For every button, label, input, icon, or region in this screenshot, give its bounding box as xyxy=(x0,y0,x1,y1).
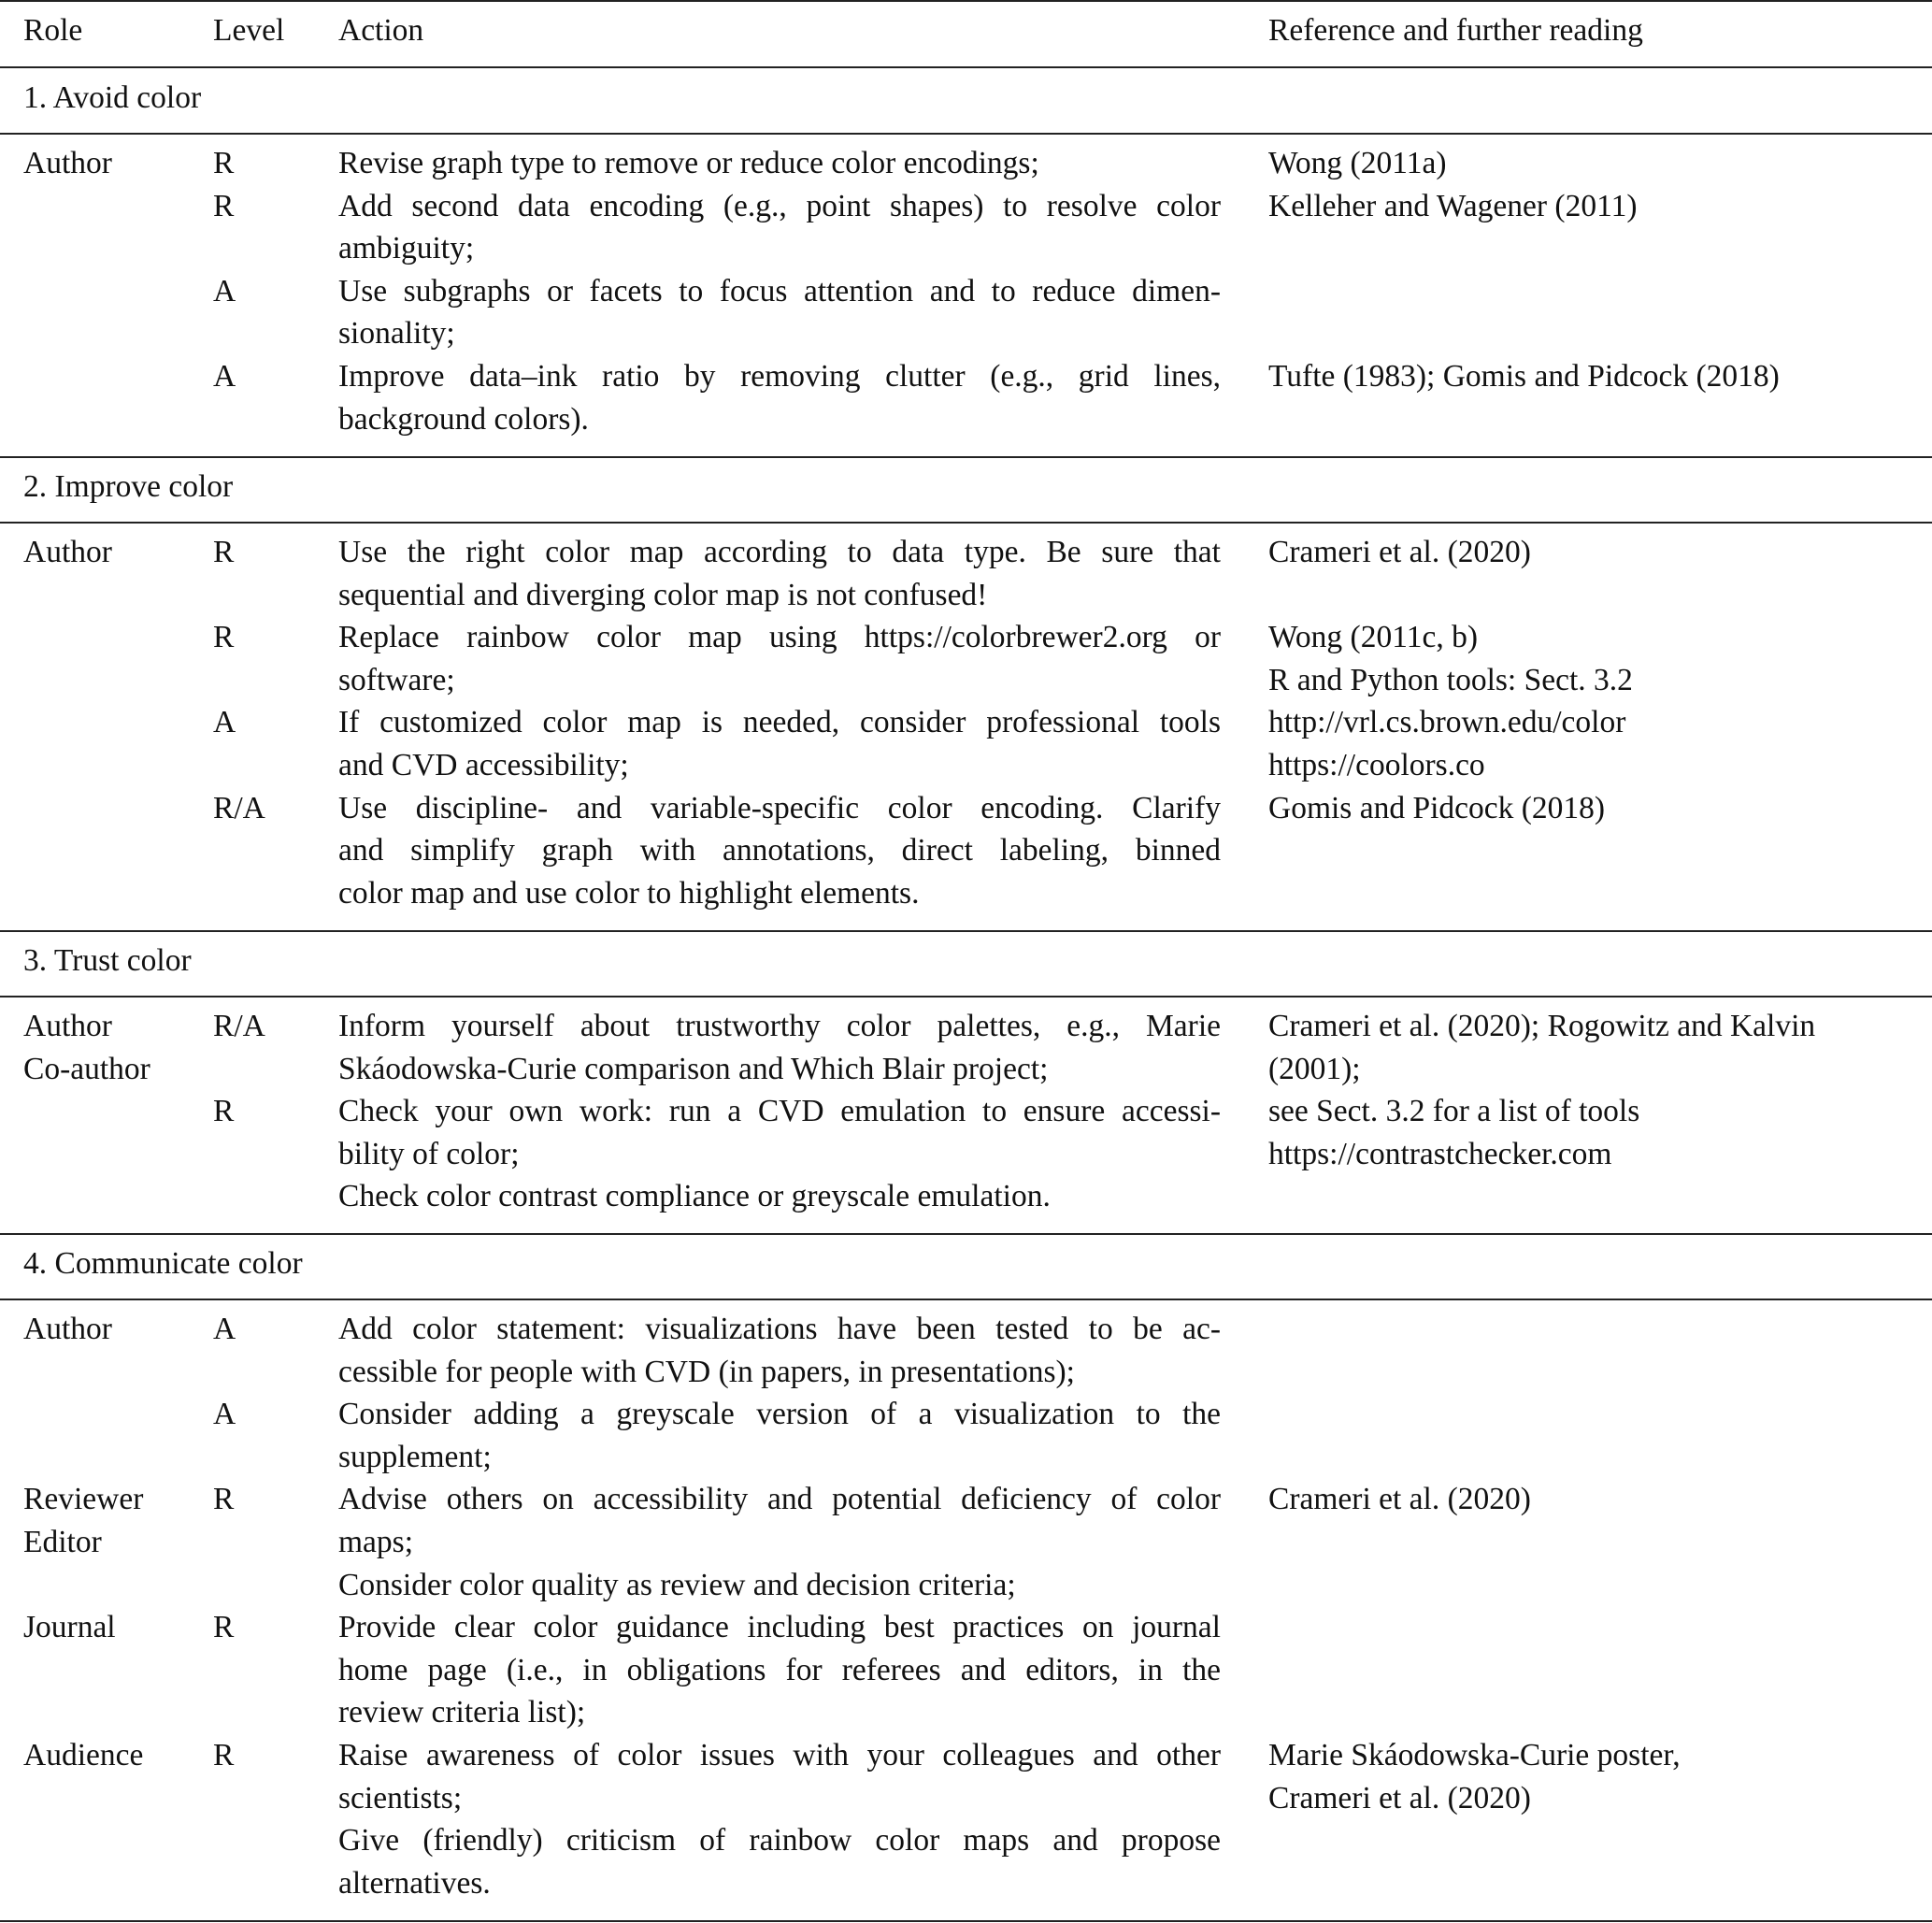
role-cell xyxy=(23,1606,201,1649)
role-cell-line: Co-author xyxy=(23,1051,150,1086)
reference-cell-line: see Sect. 3.2 for a list of tools xyxy=(1268,1094,1640,1129)
action-cell-line: color map and use color to highlight elements. xyxy=(338,875,920,911)
section-title: 3. Trust color xyxy=(23,943,192,978)
reference-cell-line: Crameri et al. (2020) xyxy=(1268,1482,1531,1517)
section-title: 1. Avoid color xyxy=(23,80,202,115)
reference-cell-line: Wong (2011a) xyxy=(1268,146,1447,180)
top-rule xyxy=(0,0,1932,2)
reference-cell-line: https://coolors.co xyxy=(1268,747,1485,782)
action-cell-line: background colors). xyxy=(338,401,589,437)
section-title-rule xyxy=(0,133,1932,135)
action-cell-line: Provide clear color guidance including best practices on journal xyxy=(338,1610,1221,1645)
reference-cell xyxy=(1268,185,1913,228)
role-cell-line: Author xyxy=(23,1312,112,1346)
action-cell xyxy=(338,1478,1221,1606)
action-cell-line: scientists; xyxy=(338,1780,463,1815)
role-cell xyxy=(23,531,201,574)
action-cell xyxy=(338,270,1221,355)
action-cell-line: and CVD accessibility; xyxy=(338,747,629,782)
action-cell xyxy=(338,787,1221,915)
action-cell-line: and simplify graph with annotations, direct labeling, binned xyxy=(338,833,1221,868)
action-cell-line: Inform yourself about trustworthy color palettes, e.g., Marie xyxy=(338,1009,1221,1043)
action-cell-line: maps; xyxy=(338,1524,414,1559)
reference-cell-line: Marie Skáodowska-Curie poster, xyxy=(1268,1738,1681,1772)
action-cell xyxy=(338,531,1221,616)
action-cell-line: Use discipline- and variable-specific color encoding. Clarify xyxy=(338,790,1221,825)
level-cell: A xyxy=(213,705,236,740)
header-rule xyxy=(0,66,1932,68)
action-cell-line: If customized color map is needed, consider professional tools xyxy=(338,705,1221,740)
level-cell: R xyxy=(213,146,235,180)
level-cell: R xyxy=(213,1094,235,1129)
role-cell xyxy=(23,1478,201,1563)
action-cell xyxy=(338,1734,1221,1904)
role-cell xyxy=(23,142,201,185)
action-cell-line: Use the right color map according to data type. Be sure that xyxy=(338,535,1221,569)
level-cell: R xyxy=(213,188,235,223)
action-cell-line: Add color statement: visualizations have been tested to be ac- xyxy=(338,1312,1221,1346)
action-cell-line: home page (i.e., in obligations for referees and editors, in the xyxy=(338,1652,1221,1687)
action-cell-line: Improve data–ink ratio by removing clutter (e.g., grid lines, xyxy=(338,359,1221,394)
reference-cell-line: Crameri et al. (2020) xyxy=(1268,535,1531,569)
action-cell xyxy=(338,1005,1221,1090)
section-title-rule xyxy=(0,522,1932,524)
section-rule xyxy=(0,1233,1932,1235)
action-cell-line: Consider color quality as review and decision criteria; xyxy=(338,1567,1016,1602)
action-cell-line: Check your own work: run a CVD emulation to ensure accessi- xyxy=(338,1094,1221,1129)
section-title: 4. Communicate color xyxy=(23,1246,303,1281)
action-cell-line: Raise awareness of color issues with your colleagues and other xyxy=(338,1738,1221,1772)
role-cell-line: Reviewer xyxy=(23,1482,144,1517)
level-cell: R xyxy=(213,1610,235,1645)
role-cell-line: Author xyxy=(23,535,112,569)
level-cell: A xyxy=(213,1312,236,1346)
role-cell xyxy=(23,1308,201,1351)
reference-cell-line: http://vrl.cs.brown.edu/color xyxy=(1268,705,1626,740)
reference-cell-line: R and Python tools: Sect. 3.2 xyxy=(1268,662,1633,697)
reference-cell-line: Crameri et al. (2020); Rogowitz and Kalvin xyxy=(1268,1009,1816,1043)
reference-cell xyxy=(1268,1005,1913,1090)
reference-cell-line: Kelleher and Wagener (2011) xyxy=(1268,188,1638,223)
header-level: Level xyxy=(213,13,285,48)
section-title: 2. Improve color xyxy=(23,469,234,504)
reference-cell xyxy=(1268,531,1913,574)
level-cell: A xyxy=(213,359,236,394)
action-cell xyxy=(338,1393,1221,1478)
reference-cell-line: (2001); xyxy=(1268,1051,1361,1086)
action-cell-line: alternatives. xyxy=(338,1865,491,1901)
reference-cell xyxy=(1268,142,1913,185)
level-cell: R xyxy=(213,1738,235,1772)
action-cell-line: software; xyxy=(338,662,455,697)
action-cell xyxy=(338,185,1221,270)
action-cell-line: bility of color; xyxy=(338,1136,520,1171)
reference-cell-line: Crameri et al. (2020) xyxy=(1268,1780,1531,1815)
section-title-rule xyxy=(0,1299,1932,1300)
bottom-rule xyxy=(0,1920,1932,1922)
reference-cell-line: https://contrastchecker.com xyxy=(1268,1136,1612,1171)
reference-cell xyxy=(1268,616,1913,701)
role-cell-line: Journal xyxy=(23,1610,116,1645)
reference-cell-line: Gomis and Pidcock (2018) xyxy=(1268,790,1606,825)
role-cell xyxy=(23,1734,201,1777)
level-cell: R xyxy=(213,535,235,569)
action-cell-line: Give (friendly) criticism of rainbow color maps and propose xyxy=(338,1823,1221,1858)
level-cell: A xyxy=(213,273,236,309)
reference-cell xyxy=(1268,701,1913,786)
action-cell-line: cessible for people with CVD (in papers, in presentations); xyxy=(338,1354,1075,1389)
action-cell-line: Advise others on accessibility and potential deficiency of color xyxy=(338,1482,1221,1517)
section-rule xyxy=(0,456,1932,458)
reference-cell xyxy=(1268,1734,1913,1819)
header-reference: Reference and further reading xyxy=(1268,13,1643,48)
action-cell-line: ambiguity; xyxy=(338,231,475,266)
section-title-rule xyxy=(0,996,1932,997)
header-role: Role xyxy=(23,13,83,48)
action-cell xyxy=(338,616,1221,701)
reference-cell xyxy=(1268,355,1913,398)
action-cell-line: sequential and diverging color map is not confused! xyxy=(338,577,988,612)
level-cell: R/A xyxy=(213,1009,265,1043)
level-cell: R xyxy=(213,1482,235,1517)
level-cell: R xyxy=(213,620,235,655)
action-cell-line: review criteria list); xyxy=(338,1695,586,1730)
action-cell xyxy=(338,1606,1221,1734)
action-cell xyxy=(338,142,1221,185)
action-cell-line: Replace rainbow color map using https://colorbrewer2.org or xyxy=(338,620,1221,655)
action-cell-line: Skáodowska-Curie comparison and Which Blair project; xyxy=(338,1051,1049,1086)
reference-cell-line: Tufte (1983); Gomis and Pidcock (2018) xyxy=(1268,359,1780,394)
action-cell xyxy=(338,701,1221,786)
level-cell: A xyxy=(213,1397,236,1432)
action-cell-line: Use subgraphs or facets to focus attention and to reduce dimen- xyxy=(338,273,1221,309)
section-rule xyxy=(0,930,1932,932)
role-cell-line: Author xyxy=(23,1009,112,1043)
level-cell: R/A xyxy=(213,790,265,825)
reference-cell-line: Wong (2011c, b) xyxy=(1268,620,1478,655)
action-cell-line: Consider adding a greyscale version of a visualization to the xyxy=(338,1397,1221,1432)
action-cell-line: supplement; xyxy=(338,1439,492,1474)
reference-cell xyxy=(1268,787,1913,830)
action-cell-line: Check color contrast compliance or greyscale emulation. xyxy=(338,1179,1051,1214)
reference-cell xyxy=(1268,1478,1913,1521)
action-cell-line: Add second data encoding (e.g., point shapes) to resolve color xyxy=(338,188,1221,223)
role-cell xyxy=(23,1005,201,1090)
action-cell-line: Revise graph type to remove or reduce color encodings; xyxy=(338,146,1039,180)
role-cell-line: Editor xyxy=(23,1524,102,1559)
action-cell xyxy=(338,1308,1221,1393)
role-cell-line: Author xyxy=(23,146,112,180)
action-cell xyxy=(338,1090,1221,1218)
action-cell-line: sionality; xyxy=(338,316,455,352)
reference-cell xyxy=(1268,1090,1913,1175)
header-action: Action xyxy=(338,13,424,48)
action-cell xyxy=(338,355,1221,440)
role-cell-line: Audience xyxy=(23,1738,144,1772)
